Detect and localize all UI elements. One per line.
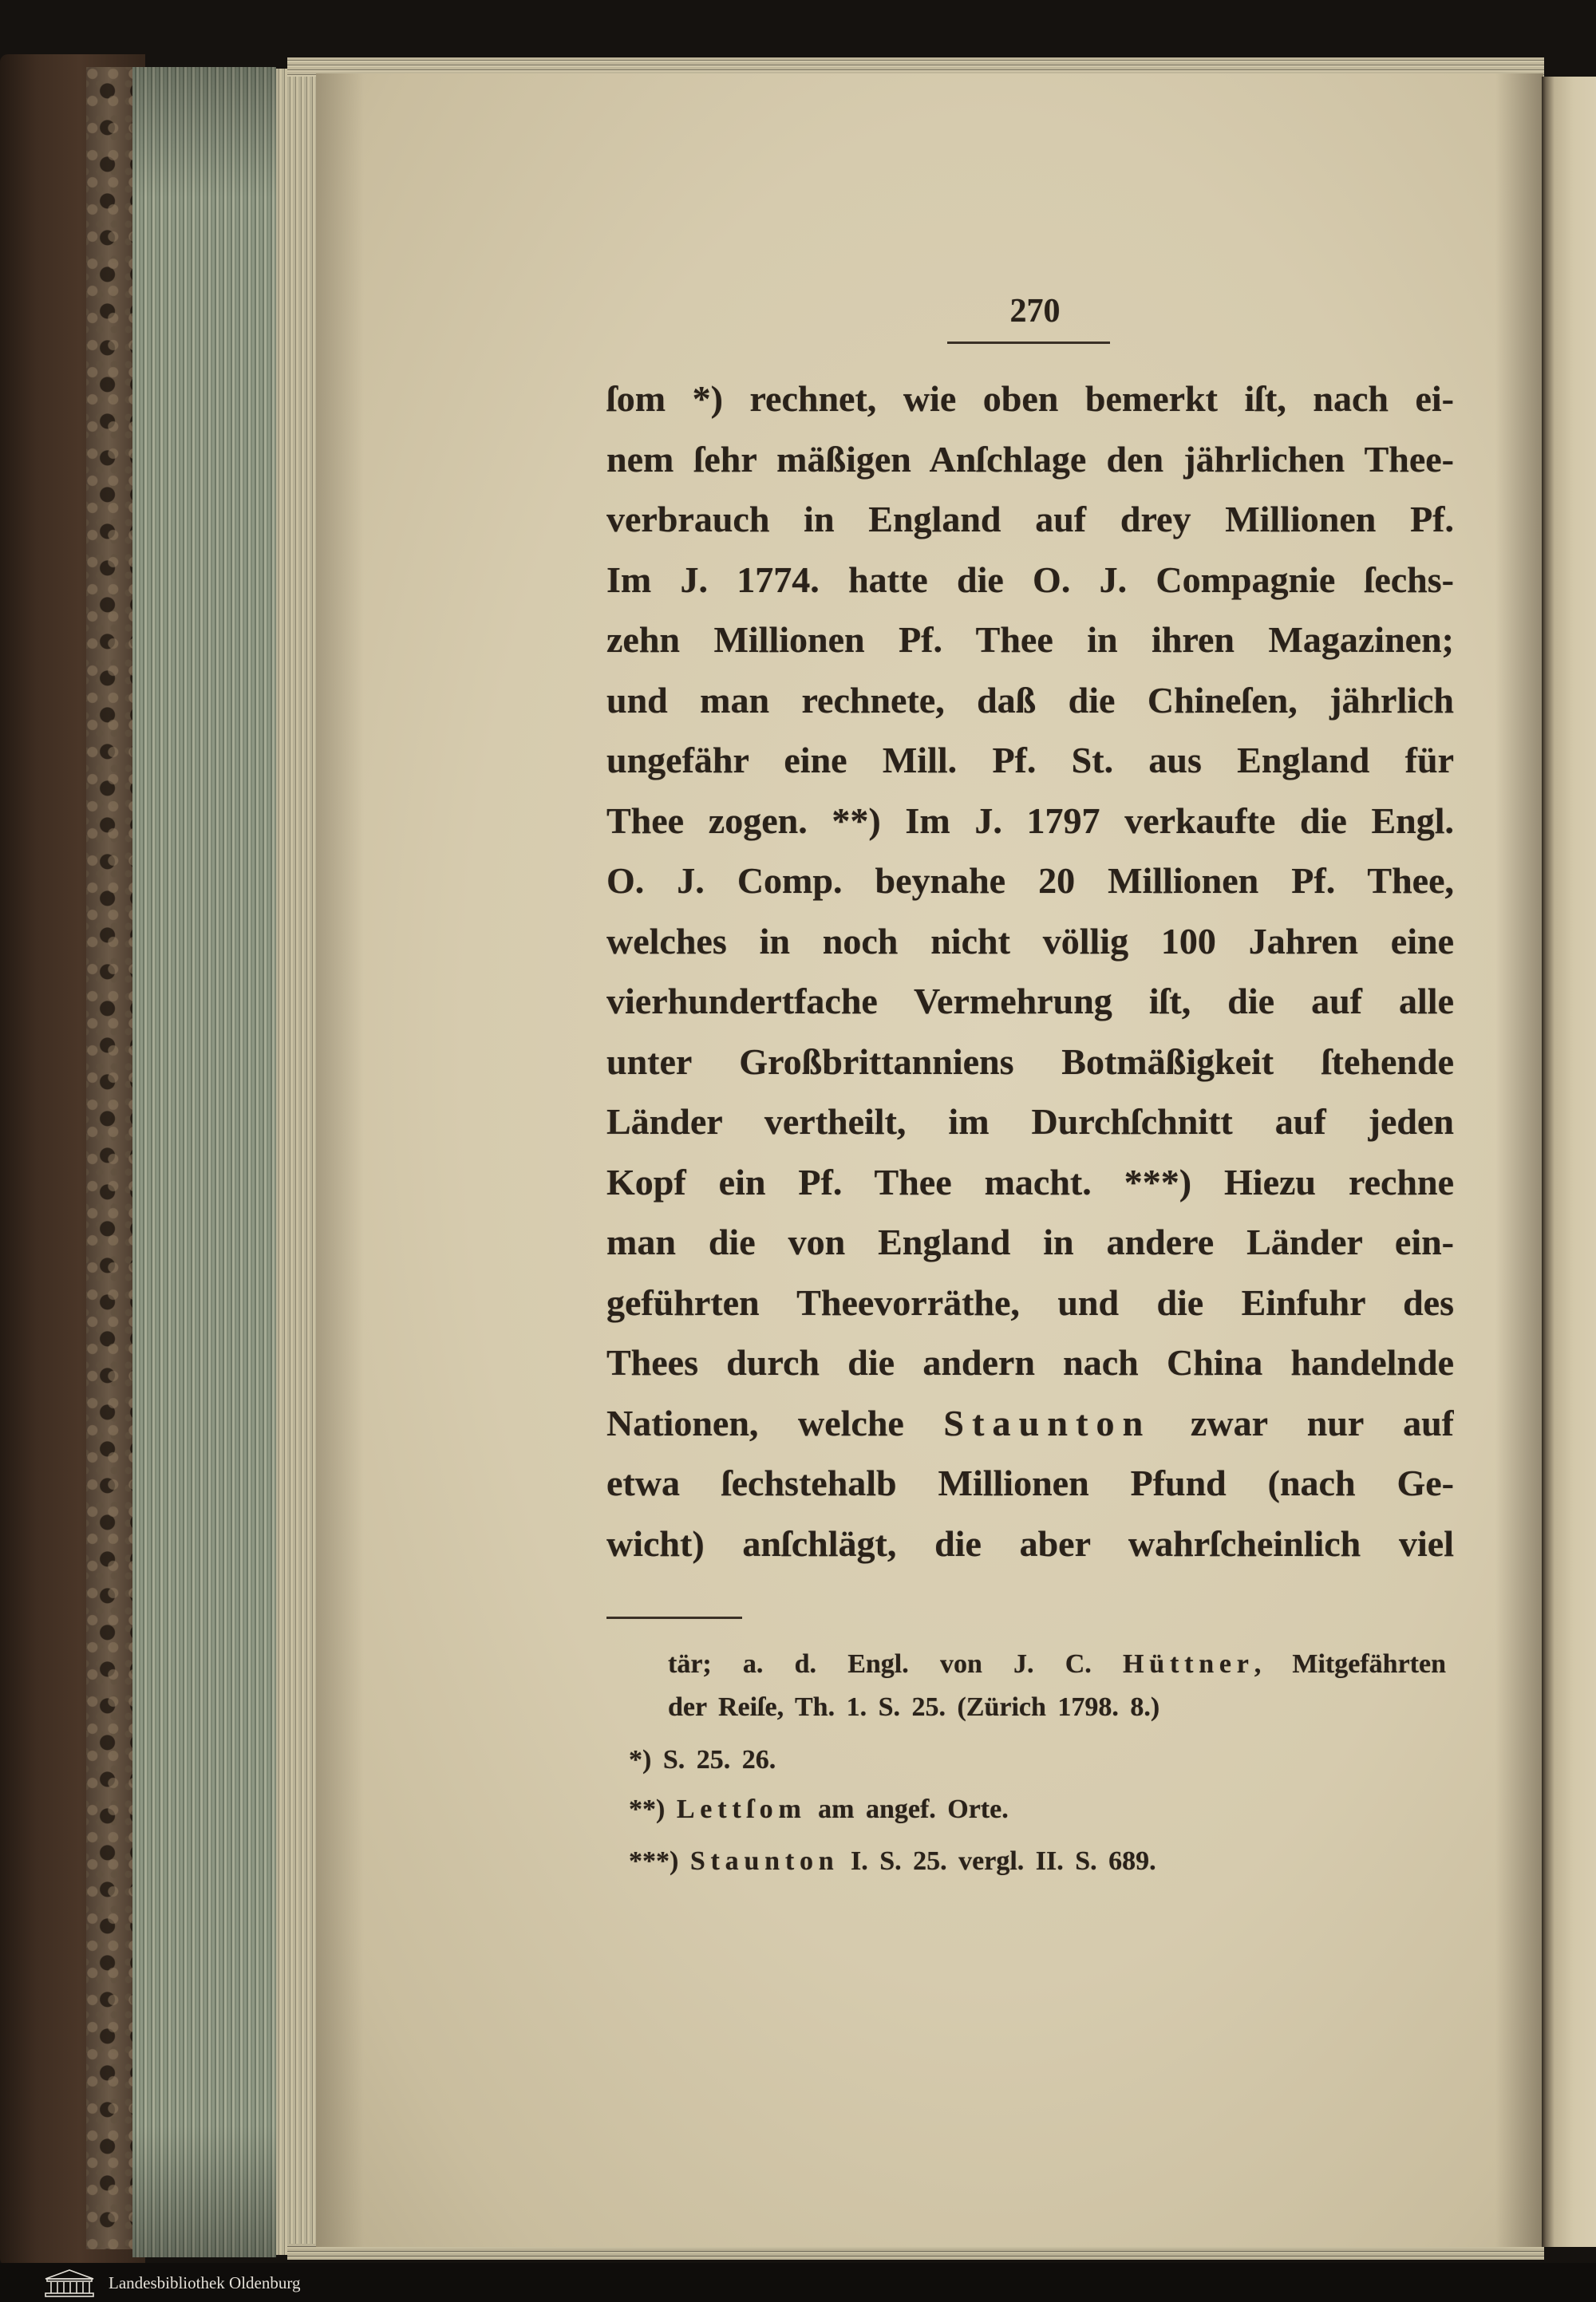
text-line [606, 1393, 1454, 1454]
library-name: Landesbibliothek Oldenburg [109, 2273, 301, 2292]
text-segment: zwar nur auf [1151, 1402, 1454, 1443]
text-segment: am angef. Orte. [806, 1795, 1009, 1824]
text-segment: Nationen, welche [606, 1402, 944, 1443]
footnote-marker: ***) [629, 1846, 690, 1876]
text-segment: , Mitgefährten [1254, 1649, 1446, 1679]
text-line: Thee zogen. **) Im J. 1797 verkaufte die Engl. [606, 800, 1454, 841]
text-line: verbrauch in England auf drey Millionen Pf. [606, 499, 1454, 539]
page-number-rule [947, 342, 1110, 344]
text-line: Thees durch die andern nach China handelnde [606, 1342, 1454, 1383]
text-line: vierhundertfache Vermehrung iſt, die auf alle [606, 981, 1454, 1021]
text-segment: tär; a. d. Engl. von J. C. [668, 1649, 1123, 1679]
text-line: ungefähr eine Mill. Pf. St. aus England für [606, 740, 1454, 780]
text-line: Im J. 1774. hatte die O. J. Compagnie ſechs- [606, 559, 1454, 600]
footnote-line [629, 1789, 1009, 1830]
body-text [606, 369, 1454, 1573]
text-line: Kopf ein Pf. Thee macht. ***) Hiezu rechne [606, 1161, 1454, 1202]
footnote-rule [606, 1617, 742, 1619]
footnote-line: der Reiſe, Th. 1. S. 25. (Zürich 1798. 8.) [668, 1692, 1160, 1722]
footnote-marker: *) [629, 1745, 663, 1775]
page-stack-edge-inner [276, 69, 318, 2255]
text-line: wicht) anſchlägt, die aber wahrſcheinlich viel [606, 1522, 1454, 1564]
footnote-line [668, 1644, 1446, 1685]
text-line: unter Großbrittanniens Botmäßigkeit ſtehende [606, 1040, 1454, 1082]
spaced-name: Staunton [943, 1402, 1152, 1443]
text-line: geführten Theevorräthe, und die Einfuhr des [606, 1281, 1454, 1323]
text-segment: I. S. 25. vergl. II. S. 689. [839, 1846, 1156, 1876]
marbled-cover-edge [86, 67, 137, 2249]
page-number: 270 [1009, 293, 1061, 330]
text-line: O. J. Comp. beynahe 20 Millionen Pf. Thee, [606, 860, 1454, 901]
text-line: ſom *) rechnet, wie oben bemerkt iſt, nach ei- [606, 378, 1454, 419]
text-line: man die von England in andere Länder ein- [606, 1222, 1454, 1262]
spaced-name: Lettſom [676, 1795, 807, 1824]
spaced-name: Staunton [689, 1846, 839, 1876]
page-stack-edge [132, 67, 276, 2257]
page-shadow-left [316, 73, 364, 2247]
text-line: zehn Millionen Pf. Thee in ihren Magazinen; [606, 619, 1454, 660]
footnote-line [629, 1739, 776, 1781]
footnote-line [629, 1841, 1156, 1882]
text-line: welches in noch nicht völlig 100 Jahren eine [606, 920, 1454, 961]
text-line: und man rechnete, daß die Chineſen, jährlich [606, 679, 1454, 721]
library-building-icon [43, 2268, 96, 2298]
text-line: nem ſehr mäßigen Anſchlage den jährlichen Thee- [606, 438, 1454, 480]
spaced-name: Hüttner [1123, 1649, 1254, 1679]
text-line: Länder vertheilt, im Durchſchnitt auf jeden [606, 1101, 1454, 1142]
facing-page-edge [1542, 77, 1596, 2247]
footnote-marker: **) [629, 1795, 677, 1824]
page-shadow-gutter [1495, 73, 1543, 2247]
text-segment: S. 25. 26. [662, 1745, 776, 1775]
text-line: etwa ſechstehalb Millionen Pfund (nach Ge- [606, 1463, 1454, 1503]
